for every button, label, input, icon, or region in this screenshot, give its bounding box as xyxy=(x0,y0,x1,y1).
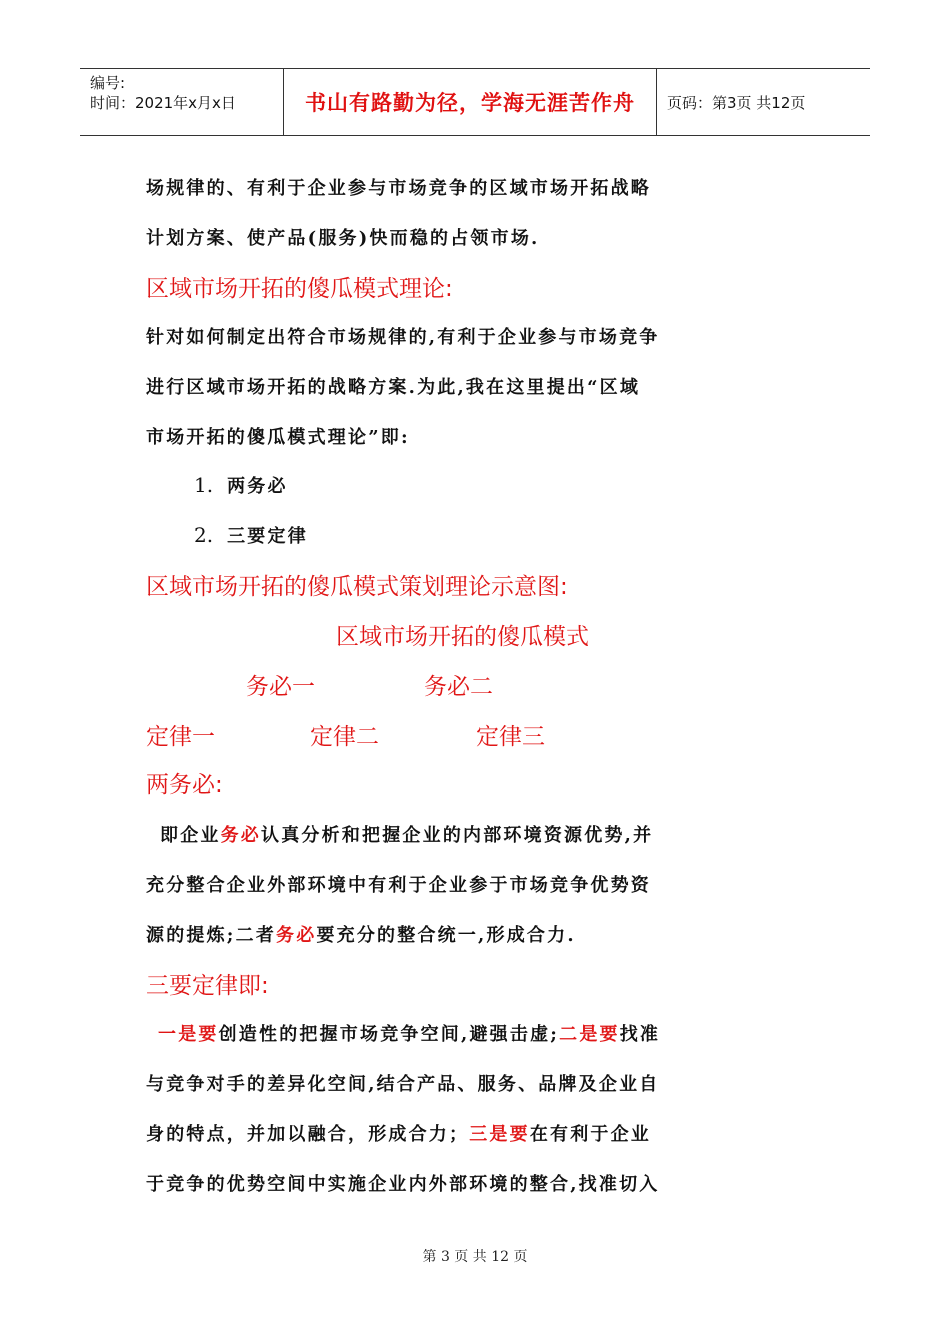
list-text: 两务必 xyxy=(227,476,288,497)
diagram-law-three: 定律三 xyxy=(476,724,545,750)
emphasis: 三是要 xyxy=(469,1124,530,1145)
body-line: 源的提炼;二者务必要充分的整合统一,形成合力. xyxy=(146,925,576,946)
section-heading: 三要定律即: xyxy=(146,973,269,999)
list-number: 2. xyxy=(194,523,214,547)
diagram-must-one: 务必一 xyxy=(246,674,315,700)
body-line: 场规律的、有利于企业参与市场竞争的区域市场开拓战略 xyxy=(146,178,651,199)
section-heading: 两务必: xyxy=(146,772,223,798)
body-line: 于竞争的优势空间中实施企业内外部环境的整合,找准切入 xyxy=(146,1174,660,1195)
list-text: 三要定律 xyxy=(227,526,308,547)
body-line: 一是要创造性的把握市场竞争空间,避强击虚;二是要找准 xyxy=(158,1024,661,1045)
section-heading: 区域市场开拓的傻瓜模式理论: xyxy=(146,276,453,302)
emphasis: 二是要 xyxy=(559,1024,620,1045)
diagram-title: 区域市场开拓的傻瓜模式 xyxy=(336,624,589,650)
emphasis: 一是要 xyxy=(158,1024,219,1045)
body-line: 与竞争对手的差异化空间,结合产品、服务、品牌及企业自 xyxy=(146,1074,660,1095)
list-item xyxy=(194,472,288,498)
emphasis: 务必 xyxy=(276,925,317,946)
emphasis: 务必 xyxy=(220,825,262,846)
diagram-law-two: 定律二 xyxy=(310,724,379,750)
header-page-info: 页码：第3页 共12页 xyxy=(667,93,806,112)
body-line: 计划方案、使产品(服务)快而稳的占领市场. xyxy=(146,228,540,249)
section-heading: 区域市场开拓的傻瓜模式策划理论示意图: xyxy=(146,574,568,600)
number-label: 编号: xyxy=(90,74,126,92)
body-line: 充分整合企业外部环境中有利于企业参于市场竞争优势资 xyxy=(146,875,651,896)
diagram-must-two: 务必二 xyxy=(424,674,493,700)
list-number: 1. xyxy=(194,473,214,497)
list-item xyxy=(194,522,308,548)
page-footer: 第 3 页 共 12 页 xyxy=(422,1249,528,1265)
diagram-law-one: 定律一 xyxy=(146,724,215,750)
header-motto: 书山有路勤为径，学海无涯苦作舟 xyxy=(283,69,657,135)
body-line: 市场开拓的傻瓜模式理论”即: xyxy=(146,427,410,448)
header-meta xyxy=(80,69,283,135)
body-line: 身的特点，并加以融合，形成合力；三是要在有利于企业 xyxy=(146,1124,652,1145)
page-header xyxy=(80,68,870,136)
time-label: 时间：2021年x月x日 xyxy=(90,94,236,112)
body-line: 即企业务必认真分析和把握企业的内部环境资源优势,并 xyxy=(160,825,654,846)
body-line: 进行区域市场开拓的战略方案.为此,我在这里提出“区域 xyxy=(146,377,641,398)
body-line: 针对如何制定出符合市场规律的,有利于企业参与市场竞争 xyxy=(146,327,660,348)
